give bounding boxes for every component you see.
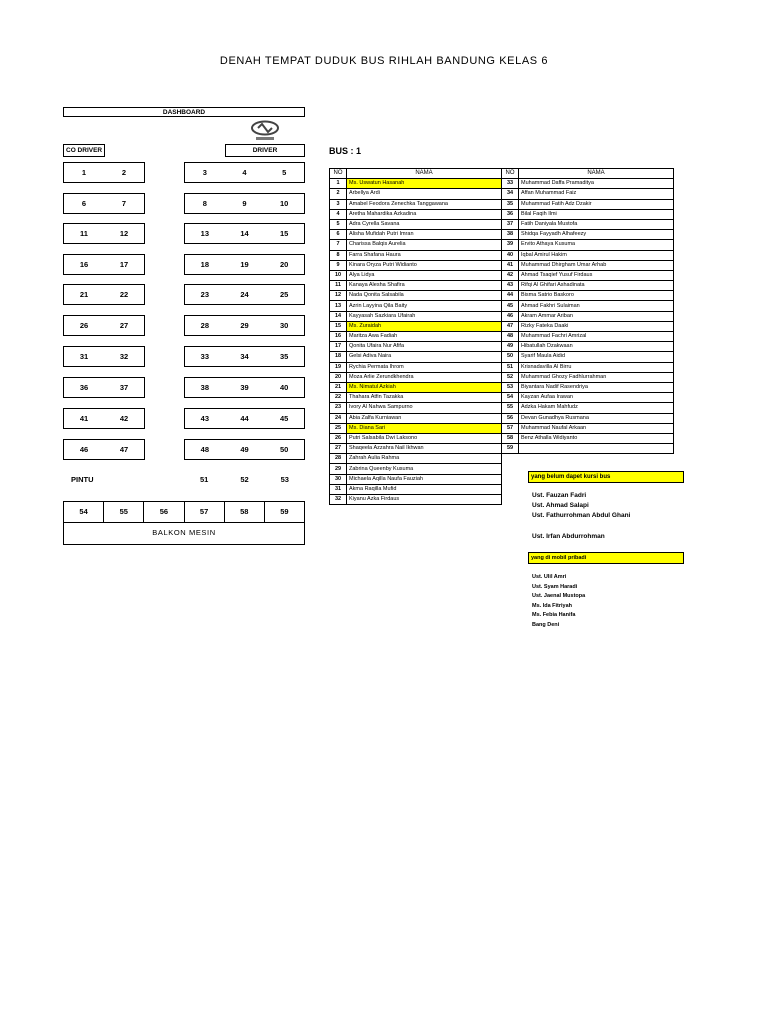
passenger-name-cell: [519, 444, 674, 454]
seat-no-cell: 6: [330, 230, 347, 240]
seat-no-cell: 33: [502, 179, 519, 189]
passenger-name-cell: Ahmad Tsaqief Yusuf Firdaus: [519, 270, 674, 280]
seat-number: 32: [119, 352, 129, 361]
list-item: Bang Deni: [532, 621, 560, 628]
seat-row-right: [184, 346, 305, 367]
seat-number: 4: [242, 168, 247, 177]
passenger-name-cell: Ivory Al Nahwa Sampurno: [347, 403, 502, 413]
passenger-name-cell: Adzka Hakam Mahfudz: [519, 403, 674, 413]
passenger-name-cell: Ms. Zuraidah: [347, 321, 502, 331]
passenger-name-cell: Muhammad Naufal Arkaan: [519, 423, 674, 433]
passenger-name-cell: Rizky Fateka Daaki: [519, 321, 674, 331]
seat-no-cell: 15: [330, 321, 347, 331]
seat-number: 55: [104, 502, 144, 522]
private-car-list: [532, 573, 585, 630]
seat-no-cell: 43: [502, 281, 519, 291]
seat-number: 23: [200, 290, 209, 299]
seat-number: 59: [280, 507, 289, 516]
seat-no-cell: 18: [330, 352, 347, 362]
passenger-name-cell: Aretha Mahardika Azkadina: [347, 209, 502, 219]
seat-no-cell: 46: [502, 311, 519, 321]
seat-no-cell: 55: [502, 403, 519, 413]
table-row: [330, 270, 674, 280]
dashboard-label: DASHBOARD: [63, 107, 305, 117]
seat-row-left: [63, 439, 145, 460]
table-row: [330, 179, 674, 189]
passenger-name-cell: Zabrina Queenby Kusuma: [347, 464, 502, 474]
seat-no-cell: 48: [502, 332, 519, 342]
table-row: [330, 403, 674, 413]
seat-no-cell: 28: [330, 454, 347, 464]
passenger-name-cell: Muhammad Fatih Adz Dzakir: [519, 199, 674, 209]
seat-number: 38: [200, 383, 209, 392]
header-name-left: NAMA: [347, 169, 502, 179]
table-row: [330, 382, 674, 392]
seat-number: 20: [280, 260, 289, 269]
seat-no-cell: 21: [330, 382, 347, 392]
passenger-name-cell: Zahrah Aulia Rahma: [347, 454, 502, 464]
seat-number: 57: [185, 502, 225, 522]
seat-number: 45: [280, 414, 289, 423]
seat-number: 49: [240, 445, 249, 454]
seat-number: 34: [240, 352, 249, 361]
empty-cell: [502, 495, 519, 505]
list-item: Ust. Ulil Amri: [532, 574, 567, 580]
table-row: [330, 301, 674, 311]
passenger-name-cell: Shaqeela Azzahra Nail Ikhwan: [347, 444, 502, 454]
passenger-name-cell: Fatih Daniyala Mustofa: [519, 219, 674, 229]
seat-number: 7: [121, 199, 127, 208]
seat-row-right: [184, 284, 305, 305]
seat-no-cell: 8: [330, 250, 347, 260]
seat-number: 50: [280, 445, 289, 454]
seat-map: [63, 107, 305, 545]
seat-no-cell: 2: [330, 189, 347, 199]
header-no-left: NO: [330, 169, 347, 179]
list-item: Ms. Ida Fitriyah: [532, 602, 573, 609]
seat-number: 1: [81, 168, 87, 177]
passenger-name-cell: Azrin Layyina Qila Baity: [347, 301, 502, 311]
seat-row-left: [63, 193, 145, 214]
passenger-name-cell: Kayzan Aufaa Irawan: [519, 393, 674, 403]
seat-row-left: [63, 315, 145, 336]
back-seat-row: [63, 501, 305, 523]
seat-no-cell: 1: [330, 179, 347, 189]
seat-no-cell: 51: [502, 362, 519, 372]
seat-no-cell: 58: [502, 433, 519, 443]
seat-number: 13: [200, 229, 209, 238]
table-row: [330, 209, 674, 219]
seat-row-right: [184, 470, 305, 491]
seat-no-cell: 4: [330, 209, 347, 219]
seat-number: 9: [242, 199, 247, 208]
passenger-name-cell: Maritza Awa Fadiah: [347, 332, 502, 342]
passenger-name-cell: Ms. Diana Sari: [347, 423, 502, 433]
passenger-name-cell: Devan Gunadhya Rusmana: [519, 413, 674, 423]
seat-number: 54: [64, 502, 104, 522]
seat-number: 48: [200, 445, 209, 454]
seat-no-cell: 13: [330, 301, 347, 311]
seat-no-cell: 11: [330, 281, 347, 291]
table-row: [330, 352, 674, 362]
seat-row-right: [184, 254, 305, 275]
seat-number: 14: [240, 229, 249, 238]
table-row: [330, 311, 674, 321]
seat-no-cell: 47: [502, 321, 519, 331]
seat-number: 33: [200, 352, 209, 361]
seat-no-cell: 53: [502, 382, 519, 392]
seat-number: 22: [119, 290, 129, 299]
list-item: Ms. Febia Hanifa: [532, 612, 576, 618]
passenger-name-cell: Alya Lidya: [347, 270, 502, 280]
seat-no-cell: 59: [502, 444, 519, 454]
seat-row-left: [63, 377, 145, 398]
table-row: [330, 240, 674, 250]
seat-no-cell: 54: [502, 393, 519, 403]
seat-number: 8: [202, 199, 207, 208]
passenger-name-cell: Krisnadavilla Al Birru: [519, 362, 674, 372]
page-title: DENAH TEMPAT DUDUK BUS RIHLAH BANDUNG KELAS 6: [219, 55, 549, 67]
seat-no-cell: 7: [330, 240, 347, 250]
seat-number: 17: [119, 260, 129, 269]
seat-number: 28: [200, 321, 209, 330]
seat-no-cell: 32: [330, 495, 347, 505]
passenger-table: [329, 168, 674, 505]
passenger-name-cell: Gelsi Adiva Naira: [347, 352, 502, 362]
seat-number: 6: [81, 199, 87, 208]
seat-no-cell: 52: [502, 372, 519, 382]
seat-number: 15: [280, 229, 289, 238]
passenger-name-cell: Affan Muhammad Faiz: [519, 189, 674, 199]
passenger-name-cell: Muhammad Fachri Amrizal: [519, 332, 674, 342]
table-row: [330, 332, 674, 342]
list-item: Ust. Fauzan Fadri: [532, 492, 587, 499]
header-no-right: NO: [502, 169, 519, 179]
empty-cell: [502, 484, 519, 494]
seat-no-cell: 14: [330, 311, 347, 321]
private-car-label: yang di mobil pribadi: [528, 552, 684, 564]
list-item: Ust. Fathurrohman Abdul Ghani: [532, 512, 631, 519]
table-row: [330, 291, 674, 301]
passenger-name-cell: Biyantara Nadif Rasendriya: [519, 382, 674, 392]
table-row: [330, 433, 674, 443]
seat-no-cell: 27: [330, 444, 347, 454]
seat-no-cell: 16: [330, 332, 347, 342]
passenger-name-cell: Farra Shafana Haura: [347, 250, 502, 260]
seat-number: 5: [282, 168, 287, 177]
seat-number: 44: [240, 414, 249, 423]
driver-label: DRIVER: [225, 144, 305, 157]
table-row: [330, 199, 674, 209]
seat-no-cell: 41: [502, 260, 519, 270]
passenger-name-cell: Ahmad Fakhri Sulaiman: [519, 301, 674, 311]
seat-row-left: [63, 284, 145, 305]
seat-number: 56: [144, 502, 184, 522]
seat-number: 41: [79, 414, 89, 423]
seat-no-cell: 35: [502, 199, 519, 209]
seat-number: 27: [119, 321, 129, 330]
passenger-name-cell: Rifqi Al Ghifari Ashadinata: [519, 281, 674, 291]
passenger-name-cell: Putri Salsabila Dwi Laksono: [347, 433, 502, 443]
passenger-name-cell: Shidqa Fayyadh Alhafeezy: [519, 230, 674, 240]
seat-row-right: [184, 223, 305, 244]
seat-row-left: [63, 223, 145, 244]
passenger-name-cell: Nada Qonita Salsabila: [347, 291, 502, 301]
passenger-name-cell: Michaela Aqilla Naufa Fauziah: [347, 474, 502, 484]
seat-row-right: [184, 377, 305, 398]
passenger-name-cell: Akma Raqilla Mufid: [347, 484, 502, 494]
seat-no-cell: 44: [502, 291, 519, 301]
passenger-name-cell: Kiyanu Azka Firdaus: [347, 495, 502, 505]
seat-no-cell: 25: [330, 423, 347, 433]
table-row: [330, 189, 674, 199]
seat-row-right: [184, 439, 305, 460]
empty-cell: [502, 474, 519, 484]
seat-number: 35: [280, 352, 289, 361]
seat-number: 10: [280, 199, 289, 208]
seat-no-cell: 34: [502, 189, 519, 199]
seat-number: 42: [119, 414, 129, 423]
seat-row-left: [63, 162, 145, 183]
seat-no-cell: 37: [502, 219, 519, 229]
extra-name: [532, 532, 605, 542]
passenger-name-cell: Akram Ammar Ariban: [519, 311, 674, 321]
seat-no-cell: 50: [502, 352, 519, 362]
seat-row-left: [63, 254, 145, 275]
seat-no-cell: 24: [330, 413, 347, 423]
seat-no-cell: 38: [502, 230, 519, 240]
seat-no-cell: 26: [330, 433, 347, 443]
empty-cell: [502, 454, 519, 464]
passenger-name-cell: Muhammad Ghozy Fadhlurrahman: [519, 372, 674, 382]
passenger-name-cell: Thahara Atfin Tazakka: [347, 393, 502, 403]
passenger-name-cell: Kanaya Alesha Shafira: [347, 281, 502, 291]
seat-number: 11: [80, 229, 88, 238]
passenger-name-cell: Hibatullah Dzakwaan: [519, 342, 674, 352]
table-row: [330, 413, 674, 423]
seat-number: 40: [280, 383, 289, 392]
seat-no-cell: 49: [502, 342, 519, 352]
seat-row-left: [63, 346, 145, 367]
passenger-name-cell: Muhammad Daffa Pramaditya: [519, 179, 674, 189]
passenger-name-cell: Benz Athalla Widiyanto: [519, 433, 674, 443]
seat-number: 18: [200, 260, 209, 269]
seat-number: 2: [121, 168, 127, 177]
seat-no-cell: 22: [330, 393, 347, 403]
seat-no-cell: 56: [502, 413, 519, 423]
bus-number: BUS : 1: [329, 146, 362, 156]
table-row: [330, 372, 674, 382]
table-row: [330, 342, 674, 352]
engine-balcony-label: BALKON MESIN: [63, 522, 305, 545]
table-row: [330, 454, 674, 464]
seat-no-cell: 57: [502, 423, 519, 433]
table-row: [330, 321, 674, 331]
bus-brand-logo-icon: [250, 120, 280, 142]
seat-number: 30: [280, 321, 289, 330]
seat-no-cell: 10: [330, 270, 347, 280]
seat-number: 58: [225, 502, 265, 522]
passenger-name-cell: Bilal Faqih Ilmi: [519, 209, 674, 219]
seat-no-cell: 40: [502, 250, 519, 260]
seat-number: 16: [79, 260, 89, 269]
seat-no-cell: 20: [330, 372, 347, 382]
seat-number: 21: [79, 290, 89, 299]
empty-cell: [502, 464, 519, 474]
no-seat-list: [532, 491, 630, 521]
seat-no-cell: 42: [502, 270, 519, 280]
header-name-right: NAMA: [519, 169, 674, 179]
seat-number: 12: [119, 229, 129, 238]
table-row: [330, 423, 674, 433]
seat-no-cell: 19: [330, 362, 347, 372]
seat-no-cell: 45: [502, 301, 519, 311]
passenger-name-cell: Abia Zalfa Kurniawan: [347, 413, 502, 423]
seat-number: 43: [200, 414, 209, 423]
seat-no-cell: 5: [330, 219, 347, 229]
passenger-name-cell: Kayyasah Sazkiara Ufairah: [347, 311, 502, 321]
passenger-name-cell: Ervito Athaya Kusuma: [519, 240, 674, 250]
list-item: Ust. Jaenal Mustopa: [532, 593, 586, 599]
seat-number: 51: [199, 475, 209, 484]
seat-number: 53: [280, 475, 289, 484]
table-row: [330, 250, 674, 260]
list-item: Ust. Irfan Abdurrohman: [532, 533, 605, 540]
passenger-name-cell: Amabel Feodora Zenechka Tanggawana: [347, 199, 502, 209]
table-row: [330, 281, 674, 291]
seat-no-cell: 39: [502, 240, 519, 250]
seat-number: 3: [202, 168, 207, 177]
table-row: [330, 260, 674, 270]
passenger-name-cell: Kinara Oryza Putri Widianto: [347, 260, 502, 270]
seat-no-cell: 23: [330, 403, 347, 413]
seat-no-cell: 31: [330, 484, 347, 494]
seat-row-right: [184, 408, 305, 429]
seat-row-left: [63, 408, 145, 429]
seat-row-right: [184, 193, 305, 214]
seat-number: 46: [79, 445, 89, 454]
passenger-name-cell: Charissa Balqis Aurelia: [347, 240, 502, 250]
passenger-name-cell: Ms. Uswatun Hasanah: [347, 179, 502, 189]
co-driver-label: CO DRIVER: [63, 144, 105, 157]
no-seat-section: [528, 471, 684, 483]
list-item: Ust. Syam Haradi: [532, 583, 578, 590]
table-row: [330, 444, 674, 454]
seat-number: 36: [79, 383, 89, 392]
door-label: PINTU: [71, 475, 94, 484]
passenger-name-cell: Alisha Mufidah Putri Imran: [347, 230, 502, 240]
seat-number: 37: [119, 383, 129, 392]
passenger-name-cell: Iqbal Amirul Hakim: [519, 250, 674, 260]
table-row: [330, 362, 674, 372]
seat-no-cell: 3: [330, 199, 347, 209]
seat-no-cell: 9: [330, 260, 347, 270]
seat-no-cell: 17: [330, 342, 347, 352]
empty-cell: [519, 454, 674, 464]
table-header-row: [330, 169, 674, 179]
seat-no-cell: 29: [330, 464, 347, 474]
seat-number: 52: [240, 475, 249, 484]
passenger-name-cell: Qonita Ufaira Nur Afifa: [347, 342, 502, 352]
seat-number: 24: [240, 290, 249, 299]
table-row: [330, 393, 674, 403]
seat-row-right: [184, 162, 305, 183]
seat-number: 29: [240, 321, 249, 330]
list-item: Ust. Ahmad Salapi: [532, 502, 589, 509]
table-row: [330, 219, 674, 229]
seat-number: 19: [240, 260, 249, 269]
passenger-name-cell: Arbellya Ardi: [347, 189, 502, 199]
passenger-name-cell: Ms. Nimatul Azkiah: [347, 382, 502, 392]
passenger-name-cell: Moza Arlie Zerundkhendra: [347, 372, 502, 382]
seat-no-cell: 30: [330, 474, 347, 484]
seat-number: 47: [119, 445, 129, 454]
seat-row-right: [184, 315, 305, 336]
passenger-name-cell: Bisma Satrio Baskoro: [519, 291, 674, 301]
table-row: [330, 230, 674, 240]
passenger-name-cell: Adra Cyrella Savana: [347, 219, 502, 229]
seat-number: 25: [280, 290, 289, 299]
seat-no-cell: 36: [502, 209, 519, 219]
seat-number: 26: [79, 321, 89, 330]
passenger-name-cell: Muhammad Dhirgham Umar Arhab: [519, 260, 674, 270]
private-car-section: [528, 552, 684, 564]
seat-number: 39: [240, 383, 249, 392]
no-seat-label: yang belum dapet kursi bus: [528, 471, 684, 483]
seat-number: 31: [79, 352, 89, 361]
seat-no-cell: 12: [330, 291, 347, 301]
passenger-name-cell: Syarif Maula Aidid: [519, 352, 674, 362]
passenger-name-cell: Rychia Permata Ihrom: [347, 362, 502, 372]
